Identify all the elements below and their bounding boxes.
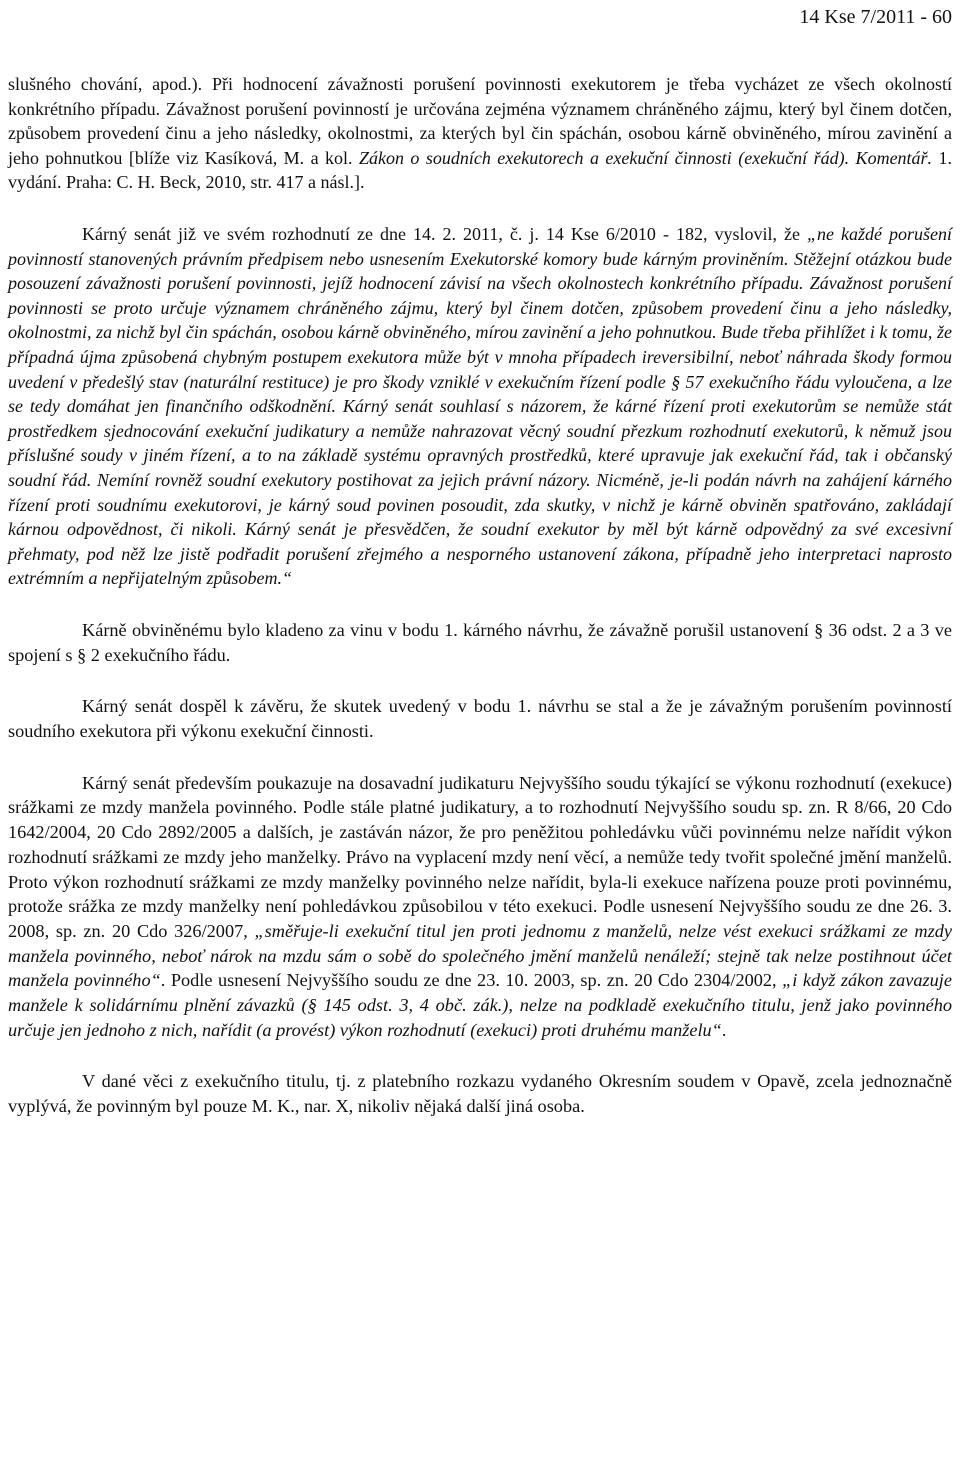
text-run: V dané věci z exekučního titulu, tj. z platebního rozkazu vydaného Okresním soudem v Opavě, zcela jednoznačně vyplývá, že povinným byl pouze M. K., nar. X, nikoliv nějaká další jiná osoba. (8, 1071, 952, 1117)
text-run: 1. vydání. Praha: C. H. Beck, 2010, str. 417 a násl.]. (8, 147, 953, 193)
italic-quote-run: „směřuje-li exekuční titul jen proti jednomu z manželů, nelze vést exekuci srážkami ze mzdy manžela povinného, neboť nárok na mzdu sám o sobě do společného jmění manželů nenáleží; stejně tak nelze postihnout účet manžela povinného“ (8, 920, 952, 991)
document-body (8, 72, 952, 1146)
case-number-header: 14 Kse 7/2011 - 60 (799, 6, 952, 28)
paragraph-senate-conclusion (8, 694, 952, 743)
text-run: Kárný senát především poukazuje na dosavadní judikaturu Nejvyššího soudu týkající se výkonu rozhodnutí (exekuce) srážkami ze mzdy manžela povinného. Podle stále platné judikatury, a to rozhodnutí Nejvyššího soudu sp. zn. R 8/66, 20 Cdo 1642/2004, 20 Cdo 2892/2005 a dalších, je zastáván názor, že pro peněžitou pohledávku vůči povinnému nelze nařídit výkon rozhodnutí srážkami ze mzdy jeho manželky. Právo na vyplacení mzdy není věcí, a nemůže tedy tvořit společné jmění manželů. Proto výkon rozhodnutí srážkami ze mzdy manželky povinného nelze nařídit, byla-li exekuce nařízena pouze proti povinnému, protože srážka ze mzdy manželky není pohledávkou způsobilou v této exekuci. Podle usnesení Nejvyššího soudu ze dne 26. 3. 2008, sp. zn. 20 Cdo 326/2007, (8, 772, 952, 941)
text-run: Kárný senát již ve svém rozhodnutí ze dne 14. 2. 2011, č. j. 14 Kse 6/2010 - 182, vyslovil, že (82, 223, 807, 244)
italic-quote-run: „i když zákon zavazuje manžele k solidárnímu plnění závazků (§ 145 odst. 3, 4 obč. zák.) (8, 970, 952, 1016)
text-run: . (721, 1019, 727, 1040)
text-run: Kárný senát dospěl k závěru, že skutek uvedený v bodu 1. návrhu se stal a že je závažným porušením povinností soudního exekutora při výkonu exekuční činnosti. (8, 696, 952, 741)
text-run: . Podle usnesení Nejvyššího soudu ze dne 23. 10. 2003, sp. zn. 20 Cdo 2304/2002, (160, 970, 783, 991)
paragraph-previous-decision-quote (8, 222, 952, 591)
paragraph-execution-title (8, 1069, 952, 1118)
paragraph-case-law (8, 771, 952, 1043)
text-run: Kárně obviněnému bylo kladeno za vinu v bodu 1. kárného návrhu, že závažně porušil ustanovení § 36 odst. 2 a 3 ve spojení s § 2 exekučního řádu. (8, 619, 952, 665)
text-run: , (508, 995, 520, 1016)
italic-quote-run: „ne každé porušení povinností stanovených právním předpisem nebo usnesením Exekutorské komory bude kárným proviněním. Stěžejní otázkou bude posouzení závažnosti porušení povinnosti, jejíž hodnocení závisí na všech okolnostech konkrétního případu. Závažnost porušení povinnosti se proto určuje významem chráněného zájmu, který byl činem dotčen, způsobem provedení činu a jeho následky, okolnostmi, za nichž byl čin spáchán, osobou kárně obviněného, mírou zavinění a jeho pohnutkou. Bude třeba přihlížet i k tomu, že případná újma způsobená chybným postupem exekutora může být v mnoha případech ireversibilní, neboť náhrada škody formou uvedení v předešlý stav (naturální restituce) je pro škody vzniklé v exekučním řízení podle § 57 exekučního řádu vyloučena, a lze se tedy domáhat jen finančního odškodnění. Kárný senát souhlasí s názorem, že kárné řízení proti exekutorům se nemůže stát prostředkem sjednocování exekuční judikatury a nemůže nahrazovat věcný soudní přezkum rozhodnutí exekutorů, k němuž jsou příslušné soudy v jiném řízení, a to na základě systému opravných prostředků, které upravuje jak exekuční řád, tak i občanský soudní řád. Nemíní rovněž soudní exekutory postihovat za jejich právní názory. Nicméně, je-li podán návrh na zahájení kárného řízení proti soudnímu exekutorovi, je kárný soud povinen posoudit, zda skutky, v nichž je kárně obviněn spatřováno, zakládají kárnou odpovědnost, či nikoli. Kárný senát je přesvědčen, že soudní exekutor by měl být kárně odpovědný za své excesivní přehmaty, pod něž lze jistě podřadit porušení zřejmého a nesporného ustanovení zákona, případně jeho interpretaci naprosto extrémním a nepřijatelným způsobem.“ (8, 223, 952, 589)
paragraph-evaluation-criteria (8, 72, 952, 195)
paragraph-accusation-point-1 (8, 618, 952, 667)
text-run: slušného chování, apod.). Při hodnocení závažnosti porušení povinnosti exekutorem je třeba vycházet ze všech okolností konkrétního případu. Závažnost porušení povinností je určována zejména významem chráněného zájmu, který byl činem dotčen, způsobem provedení činu a jeho následky, okolnostmi, za kterých byl čin spáchán, osobou kárně obviněného, mírou zavinění a jeho pohnutkou [blíže viz Kasíková, M. a kol. (8, 74, 952, 168)
italic-quote-run: Zákon o soudních exekutorech a exekuční činnosti (exekuční řád). Komentář. (358, 147, 933, 168)
italic-quote-run: nelze na podkladě exekučního titulu, jenž jako povinného určuje jen jednoho z nich, nařídit (a provést) výkon rozhodnutí (exekuci) proti druhému manželu“ (8, 995, 953, 1040)
